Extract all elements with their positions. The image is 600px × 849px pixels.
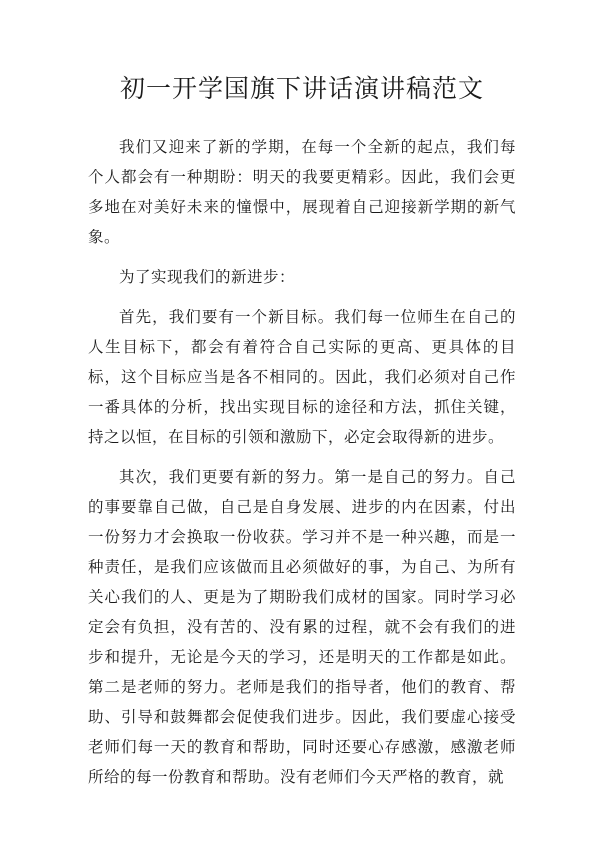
paragraph-intro: 我们又迎来了新的学期，在每一个全新的起点，我们每个人都会有一种期盼：明天的我要更精彩。因此，我们会更多地在对美好未来的憧憬中，展现着自己迎接新学期的新气象。: [88, 138, 516, 246]
paragraph-first-point: 首先，我们要有一个新目标。我们每一位师生在自己的人生目标下，都会有着符合自己实际的更高、更具体的目标，这个目标应当是各不相同的。因此，我们必须对自己作一番具体的分析，找出实现目标的途径和方法，抓住关键，持之以恒，在目标的引领和激励下，必定会取得新的进步。: [88, 308, 516, 446]
paragraph-lead-in: 为了实现我们的新进步：: [119, 268, 296, 286]
paragraph-second-point: 其次，我们更要有新的努力。第一是自己的努力。自己的事要靠自己做，自己是自身发展、进步的内在因素，付出一份努力才会换取一份收获。学习并不是一种兴趣，而是一种责任，是我们应该做而且必须做好的事，为自己、为所有关心我们的人、更是为了期盼我们成材的国家。同时学习必定会有负担，没有苦的、没有累的过程，就不会有我们的进步和提升，无论是今天的学习，还是明天的工作都是如此。第二是老师的努力。老师是我们的指导者，他们的教育、帮助、引导和鼓舞都会促使我们进步。因此，我们要虚心接受老师们每一天的教育和帮助，同时还要心存感激，感激老师所给的每一份教育和帮助。没有老师们今天严格的教育，就: [88, 468, 516, 786]
document-title: 初一开学国旗下讲话演讲稿范文: [119, 74, 484, 103]
